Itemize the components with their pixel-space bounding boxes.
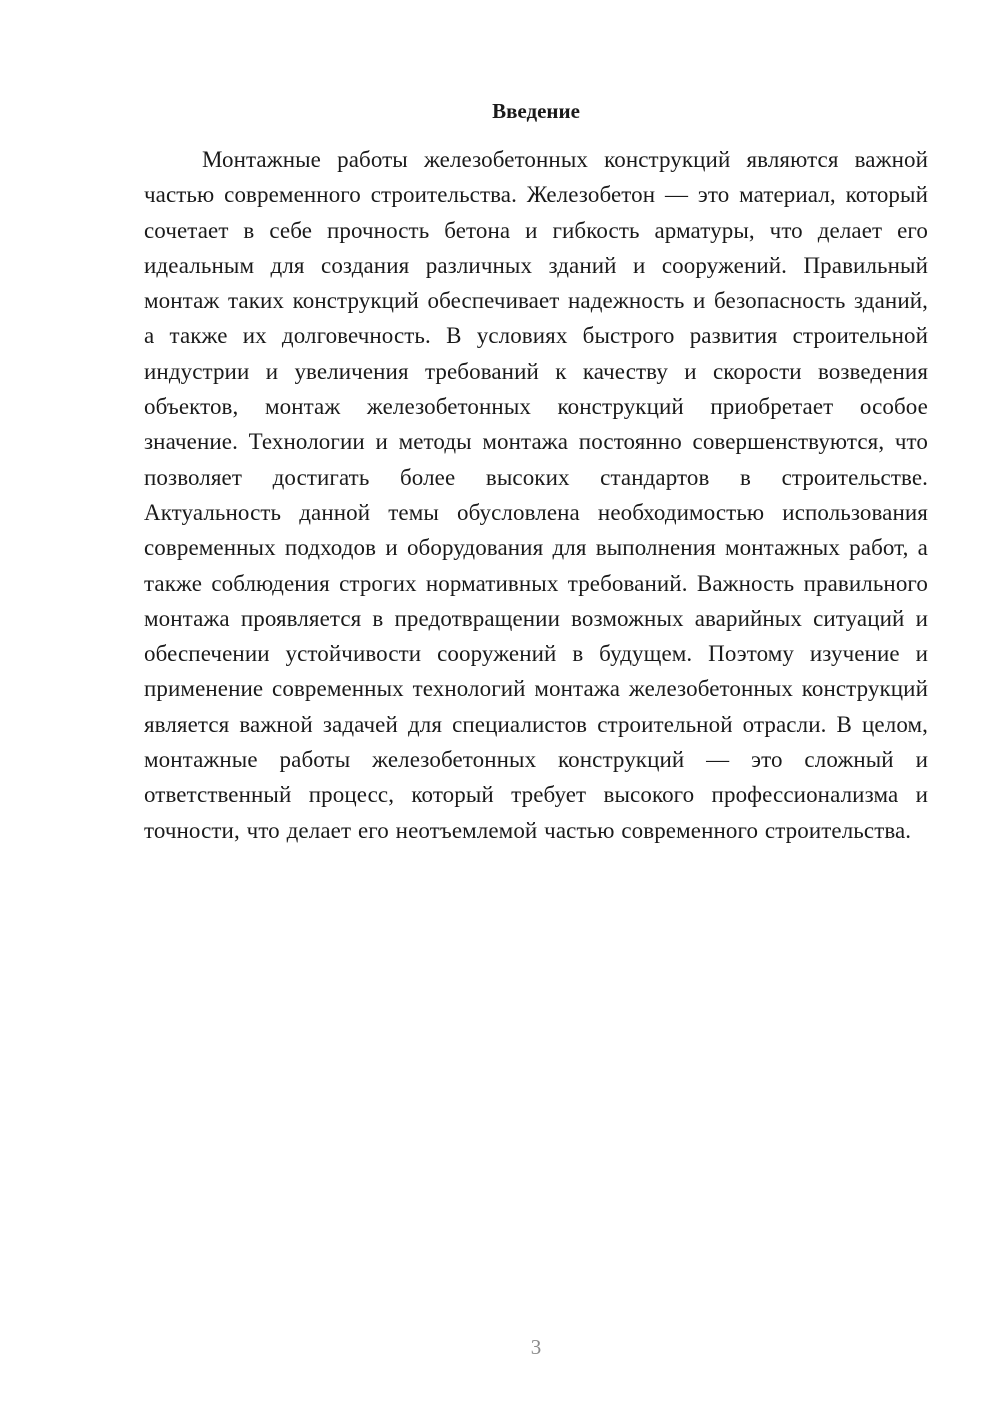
- page-number: 3: [530, 1335, 542, 1359]
- section-title: Введение: [492, 99, 580, 123]
- intro-paragraph: Монтажные работы железобетонных конструкций являются важной частью современного строительства. Железобетон — это материал, который сочетает в себе прочность бетона и гибкость арматуры, что делает его идеальным для создания различных зданий и сооружений. Правильный монтаж таких конструкций обеспечивает надежность и безопасность зданий, а также их долговечность. В условиях быстрого развития строительной индустрии и увеличения требований к качеству и скорости возведения объектов, монтаж железобетонных конструкций приобретает особое значение. Технологии и методы монтажа постоянно совершенствуются, что позволяет достигать более высоких стандартов в строительстве. Актуальность данной темы обусловлена необходимостью использования современных подходов и оборудования для выполнения монтажных работ, а также соблюдения строгих нормативных требований. Важность правильного монтажа проявляется в предотвращении возможных аварийных ситуаций и обеспечении устойчивости сооружений в будущем. Поэтому изучение и применение современных технологий монтажа железобетонных конструкций является важной задачей для специалистов строительной отрасли. В целом, монтажные работы железобетонных конструкций — это сложный и ответственный процесс, который требует высокого профессионализма и точности, что делает его неотъемлемой частью современного строительства.: [144, 147, 928, 843]
